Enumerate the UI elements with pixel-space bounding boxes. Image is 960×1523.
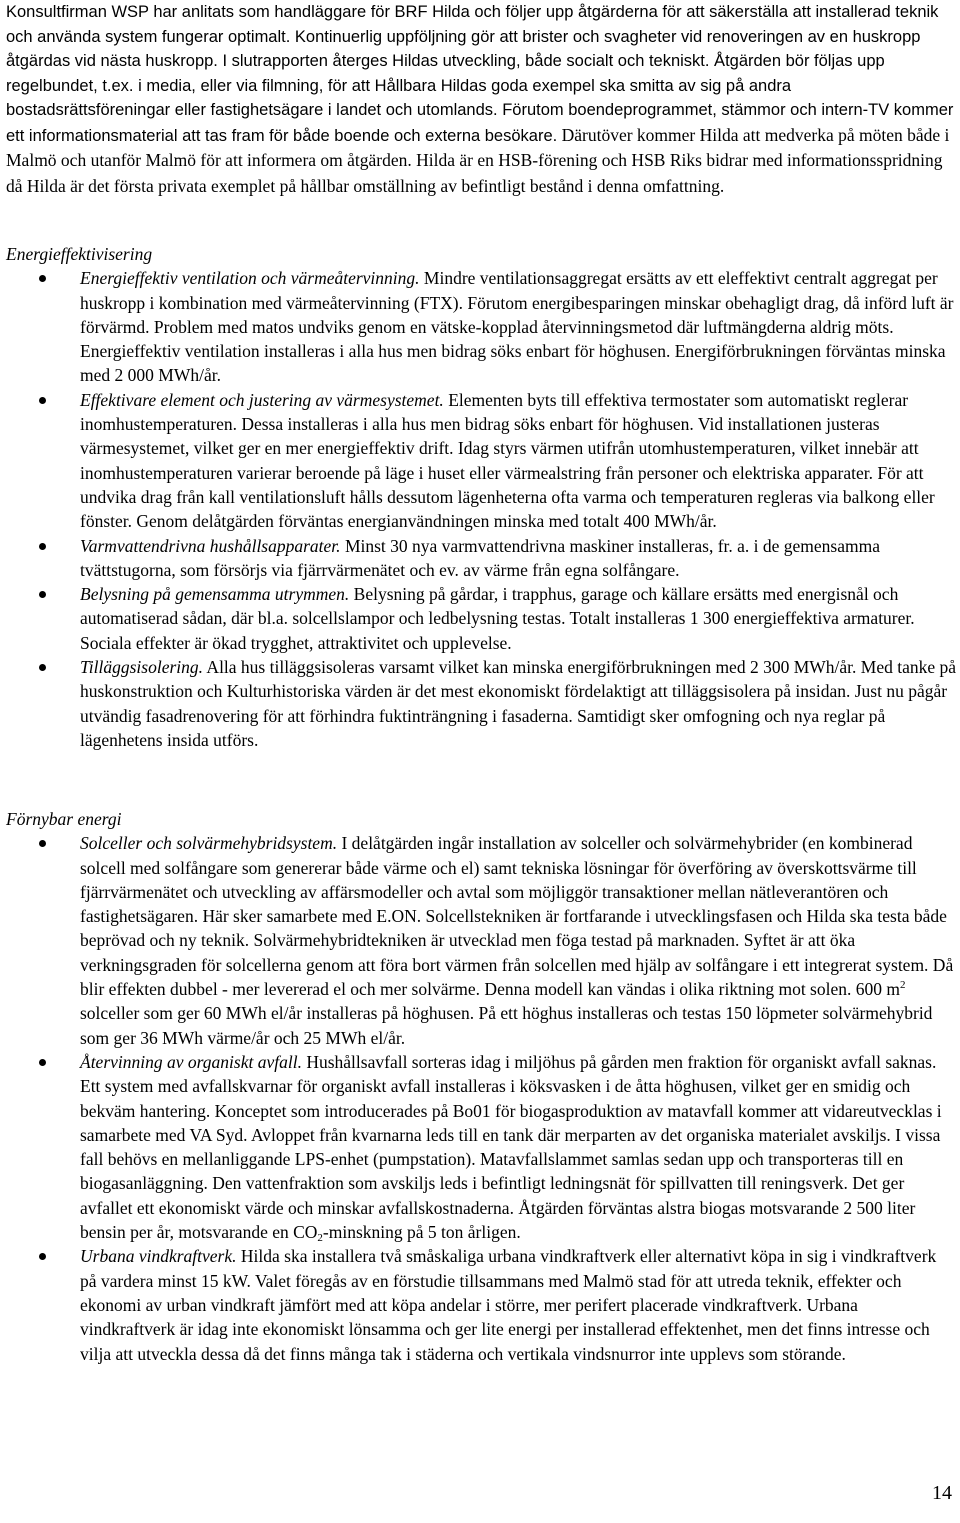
subscript: 2 xyxy=(317,1232,323,1245)
intro-text-sans: Konsultfirman WSP har anlitats som handläggare för BRF Hilda och följer upp åtgärderna för att säkerställa att installerad teknik och använda system fungerar optimalt. Kontinuerlig uppföljning gör att brister och svagheter vid renoveringen av en huskropp åtgärdas vid nästa huskropp. I slutrapporten återges Hildas utveckling, både socialt och tekniskt. Åtgärden bör följas upp regelbundet, t.ex. i media, eller via filmning, för att Hållbara Hildas goda exempel ska smitta av sig på andra bostadsrättsföreningar eller fastighetsägare i landet och utomlands. Förutom boendeprogrammet, stämmor och intern-TV kommer ett informationsmaterial att tas fram för både boende och externa besökare. xyxy=(6,3,954,145)
item-title: Återvinning av organiskt avfall. xyxy=(80,1051,302,1072)
list-item xyxy=(6,655,956,752)
item-text: Belysning på gårdar, i trapphus, garage och källare ersätts med energisnål och automatiserad sådan, där bl.a. solcellslampor och ledbelysning testas. Totalt installeras 1 300 energieffektiva armaturer. Sociala effekter är ökad trygghet, attraktivitet och upplevelse. xyxy=(80,584,915,653)
list-item xyxy=(6,388,956,534)
bullet-icon xyxy=(39,397,46,404)
superscript: 2 xyxy=(900,979,906,992)
bullet-list xyxy=(6,831,956,1366)
item-title: Varmvattendrivna hushållsapparater. xyxy=(80,535,341,556)
bullet-icon xyxy=(39,1253,46,1260)
list-item xyxy=(6,831,956,1050)
list-item xyxy=(6,534,956,583)
item-title: Effektivare element och justering av värmesystemet. xyxy=(80,389,444,410)
item-text: Hushållsavfall sorteras idag i miljöhus på gården men fraktion för organiskt avfall saknas. Ett system med avfallskvarnar för organiskt avfall installeras i köksvasken i de åtta höghusen, vilket ger en smidig och bekväm hantering. Konceptet som introducerades på Bo01 för biogasproduktion av matavfall kommer att vidareutvecklas i samarbete med VA Syd. Avloppet från kvarnarna leds till en tank där merparten av det organiska materialet avskiljs. I vissa fall behövs en mellanliggande LPS-enhet (pumpstation). Matavfallslammet samlas sedan upp och transporteras till en biogasanläggning. Den vattenfraktion som avskiljs leds i befintligt ledningsnät för spillvatten till reningsverk. Det ger avfallet ett ekonomiskt värde och minskar avfallskostnaderna. Åtgärden förväntas alstra biogas motsvarande 2 500 liter bensin per år, motsvarande en CO xyxy=(80,1051,942,1243)
item-title: Tilläggsisolering. xyxy=(80,657,204,678)
bullet-icon xyxy=(39,591,46,598)
intro-paragraph xyxy=(6,0,958,199)
section-energy-efficiency xyxy=(6,242,956,752)
bullet-list xyxy=(6,266,956,752)
item-title: Urbana vindkraftverk. xyxy=(80,1246,237,1267)
bullet-icon xyxy=(39,1059,46,1066)
item-text-continued: -minskning på 5 ton årligen. xyxy=(322,1222,521,1243)
item-text: Elementen byts till effektiva termostater som automatiskt reglerar inomhustemperaturen. Dessa installeras i alla hus men bidrag söks enbart för höghusen. Vid installationen justeras värmesystemet, vilket ger en mer energieffektiv drift. Idag styrs värmen utifrån utomhustemperaturen, vilket innebär att inomhustemperaturen varierar beroende på läge i huset eller värmealstring från personer och elektriska apparater. För att undvika drag från kall ventilationsluft hålls dessutom lägenheterna ofta varma och temperaturen regleras via balkong eller fönster. Genom delåtgärden förväntas energianvändningen minska med totalt 400 MWh/år. xyxy=(80,389,935,532)
section-heading: Förnybar energi xyxy=(6,809,122,829)
bullet-icon xyxy=(39,543,46,550)
item-text: Mindre ventilationsaggregat ersätts av ett eleffektivt centralt aggregat per huskropp i kombination med värmeåtervinning (FTX). Förutom energibesparingen minskar obehagligt drag, då införd luft är förvärmd. Problem med matos undviks genom en vätske-kopplad återvinningsmetod där luftmängderna aldrig möts. Energieffektiv ventilation installeras i alla hus men bidrag söks enbart för höghusen. Energiförbrukningen förväntas minska med 2 000 MWh/år. xyxy=(80,268,954,386)
page-number: 14 xyxy=(932,1482,952,1504)
section-heading: Energieffektivisering xyxy=(6,244,153,264)
intro-text-serif: Därutöver kommer Hilda att medverka på möten både i Malmö och utanför Malmö för att informera om åtgärden. Hilda är en HSB-förening och HSB Riks bidrar med informationsspridning då Hilda är det första privata exemplet på hållbar omställning av befintligt bestånd i denna omfattning. xyxy=(6,124,950,196)
item-text: Minst 30 nya varmvattendrivna maskiner installeras, fr. a. i de gemensamma tvättstugorna, som försörjs via fjärrvärmenätet och ev. av värme från egna solfångare. xyxy=(80,535,880,580)
bullet-icon xyxy=(39,275,46,282)
item-text: Alla hus tilläggsisoleras varsamt vilket kan minska energiförbrukningen med 2 300 MWh/år. Med tanke på huskonstruktion och Kulturhistoriska värden är det mest ekonomiskt fördelaktigt att tilläggsisolera på insidan. Just nu pågår utvändig fasadrenovering för att förhindra fuktinträngning i fasaderna. Samtidigt sker omfogning och nya reglar på lägenhetens insida utförs. xyxy=(80,657,957,750)
section-renewable-energy xyxy=(6,807,956,1366)
list-item xyxy=(6,582,956,655)
list-item xyxy=(6,266,956,387)
item-text: Hilda ska installera två småskaliga urbana vindkraftverk eller alternativt köpa in sig i vindkraftverk på vardera minst 15 kW. Valet föregås av en förstudie tillsammans med Malmö stad för att utreda teknik, effekter och ekonomi av urban vindkraft jämfört med att köpa andelar i större, mer perifert placerade vindkraftverk. Urbana vindkraftverk är idag inte ekonomiskt lönsamma och ger lite energi per installerad effektenhet, men det finns intresse och vilja att utveckla dessa då det finns många tak i städerna och vertikala vindsnurror inte upplevs som störande. xyxy=(80,1246,937,1364)
item-text-continued: solceller som ger 60 MWh el/år installeras på höghusen. På ett höghus installeras och testas 150 löpmeter solvärmehybrid som ger 36 MWh värme/år och 25 MWh el/år. xyxy=(80,1003,933,1048)
bullet-icon xyxy=(39,664,46,671)
item-title: Belysning på gemensamma utrymmen. xyxy=(80,584,350,605)
item-title: Energieffektiv ventilation och värmeåtervinning. xyxy=(80,268,420,289)
item-text: I delåtgärden ingår installation av solceller och solvärmehybrider (en kombinerad solcell med solfångare som genererar både värme och el) samt tekniska lösningar för överföring av överskottsvärme till fjärrvärmenätet och utveckling av affärsmodeller och avtal som möjliggör transaktioner mellan nätleverantören och fastighetsägaren. Här sker samarbete med E.ON. Solcellstekniken är fortfarande i utvecklingsfasen och Hilda ska testa både beprövad och ny teknik. Solvärmehybridtekniken är utvecklad men föga testad på marknaden. Syftet är att öka verkningsgraden för solcellerna genom att föra bort värmen från solcellen med hjälp av solfångare i ett integrerat system. Då blir effekten dubbel - mer levererad el och mer solvärme. Denna modell kan vändas i olika riktning mot solen. 600 m xyxy=(80,833,954,1000)
item-title: Solceller och solvärmehybridsystem. xyxy=(80,833,338,854)
list-item xyxy=(6,1050,956,1244)
list-item xyxy=(6,1244,956,1365)
bullet-icon xyxy=(39,840,46,847)
